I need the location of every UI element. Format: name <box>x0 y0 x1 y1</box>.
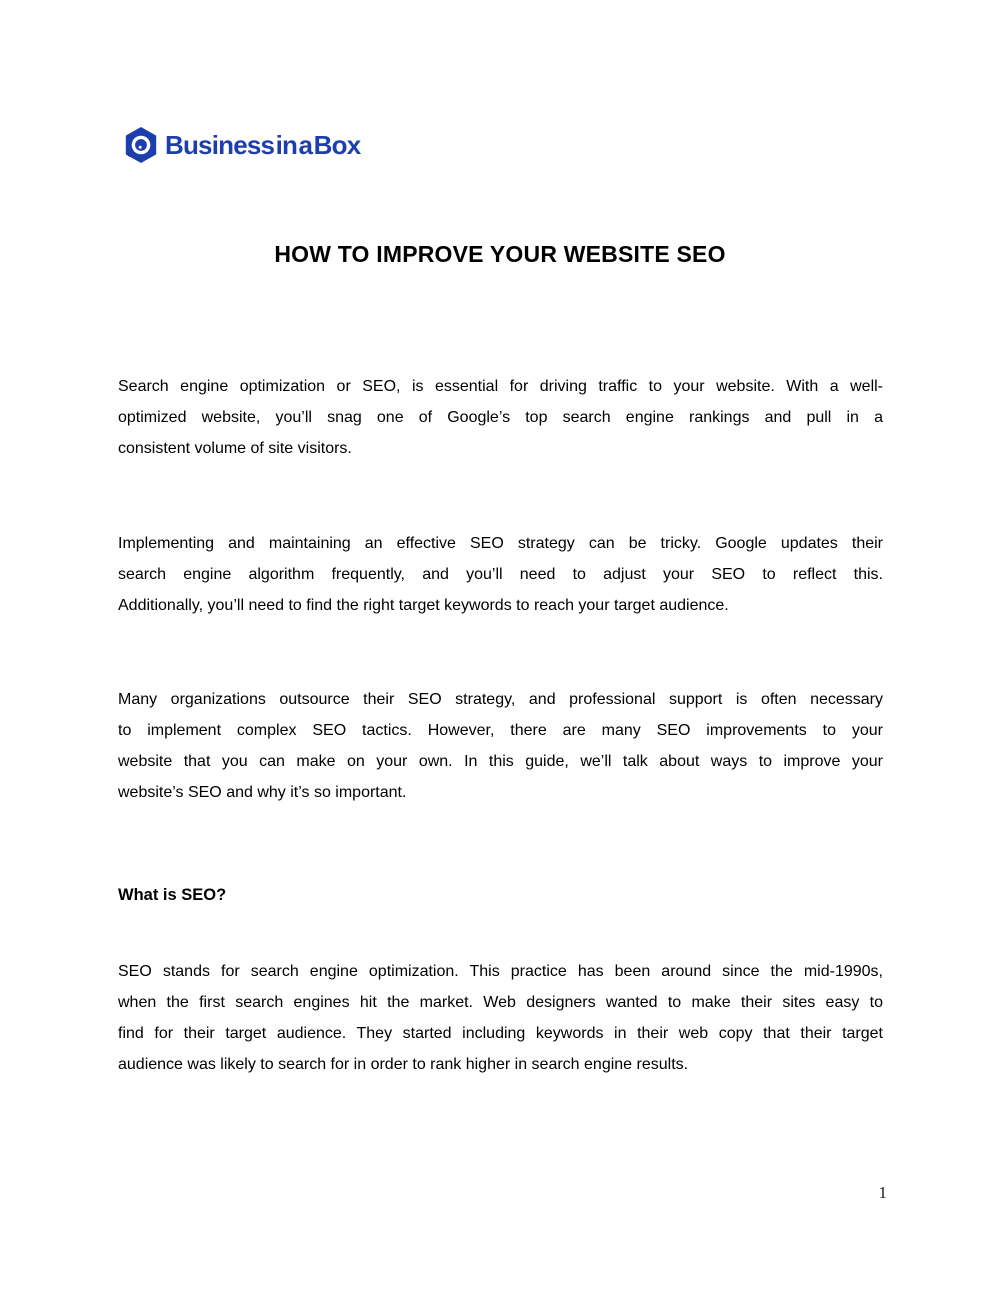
text-line: find for their target audience. They started including keywords in their web copy that their target <box>118 1025 883 1042</box>
paragraph-2 <box>118 528 883 621</box>
text-line: search engine algorithm frequently, and you’ll need to adjust your SEO to reflect this. <box>118 566 883 583</box>
text-line: optimized website, you’ll snag one of Google’s top search engine rankings and pull in a <box>118 409 883 426</box>
brand-logo <box>124 126 360 164</box>
text-line: website’s SEO and why it’s so important. <box>118 784 407 801</box>
paragraph-1 <box>118 371 883 464</box>
brand-wordmark: Business in a Box <box>165 129 361 160</box>
paragraph-3 <box>118 684 883 808</box>
text-line: Search engine optimization or SEO, is essential for driving traffic to your website. With a well- <box>118 378 883 395</box>
text-line: website that you can make on your own. In this guide, we’ll talk about ways to improve your <box>118 753 883 770</box>
text-line: when the first search engines hit the market. Web designers wanted to make their sites easy to <box>118 994 883 1011</box>
hexagon-nut-icon <box>124 126 158 164</box>
text-line: consistent volume of site visitors. <box>118 440 352 457</box>
section-heading: What is SEO? <box>118 886 227 904</box>
text-line: SEO stands for search engine optimization. This practice has been around since the mid-1990s, <box>118 963 883 980</box>
text-line: Many organizations outsource their SEO strategy, and professional support is often necessary <box>118 691 883 708</box>
text-line: to implement complex SEO tactics. However, there are many SEO improvements to your <box>118 722 883 739</box>
text-line: Additionally, you’ll need to find the right target keywords to reach your target audience. <box>118 597 729 614</box>
text-line: Implementing and maintaining an effective SEO strategy can be tricky. Google updates their <box>118 535 883 552</box>
paragraph-4 <box>118 956 883 1080</box>
page-number: 1 <box>878 1183 887 1202</box>
text-line: audience was likely to search for in order to rank higher in search engine results. <box>118 1056 689 1073</box>
document-title: HOW TO IMPROVE YOUR WEBSITE SEO <box>274 241 726 267</box>
